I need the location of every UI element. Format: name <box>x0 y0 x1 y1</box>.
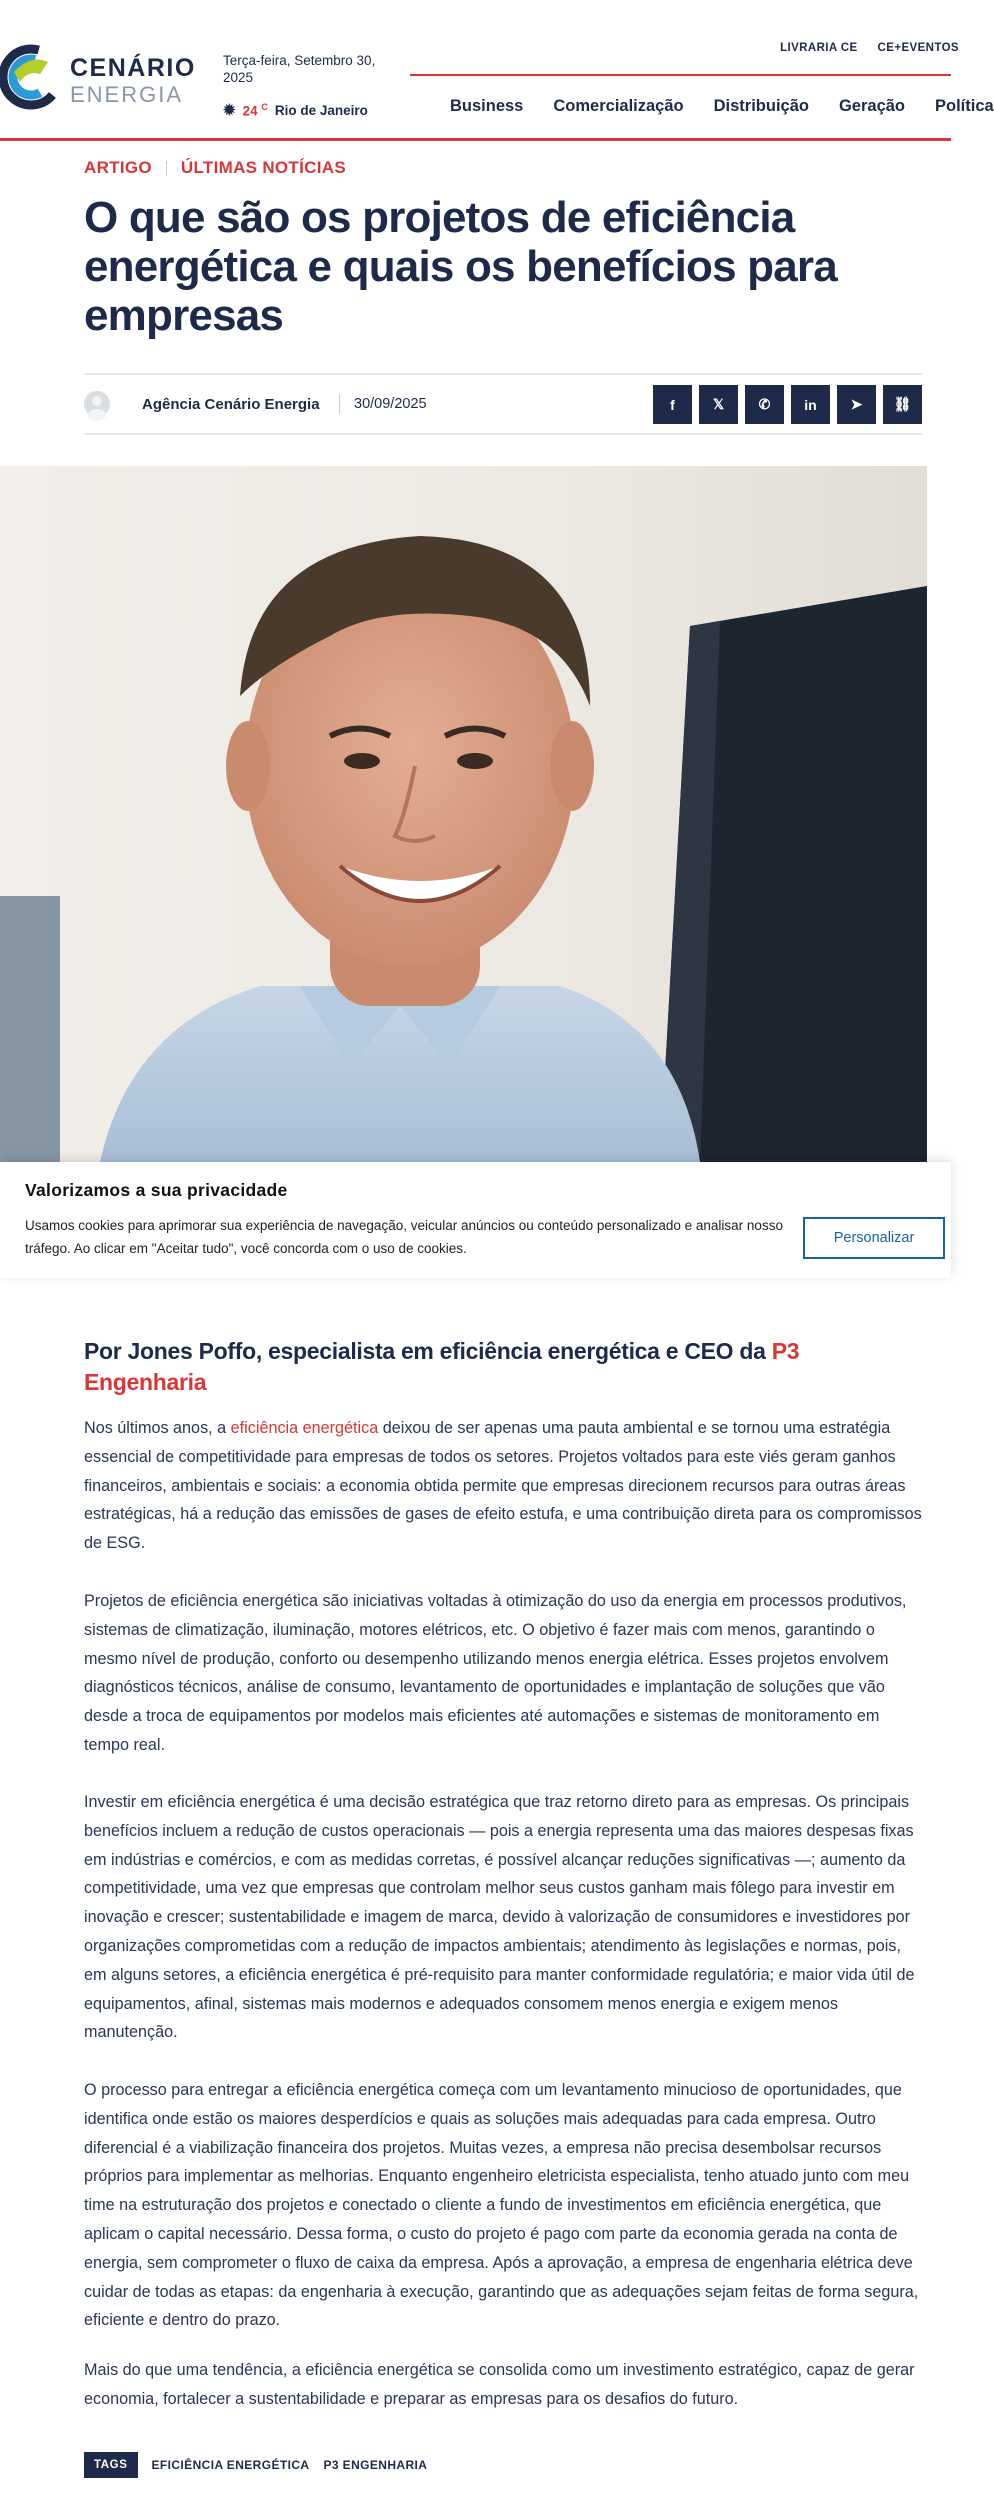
cookie-consent-banner <box>0 1162 951 1278</box>
top-links <box>780 42 959 54</box>
eficiencia-energetica-link[interactable]: eficiência energética <box>230 1419 379 1437</box>
top-link-livraria[interactable]: LIVRARIA CE <box>780 42 858 54</box>
share-x-button[interactable] <box>699 385 738 424</box>
cookie-title: Valorizamos a sua privacidade <box>25 1180 288 1200</box>
x-twitter-icon: 𝕏 <box>712 396 725 412</box>
nav-item-comercializacao[interactable]: Comercialização <box>553 97 684 115</box>
share-facebook-button[interactable] <box>653 385 692 424</box>
share-buttons <box>653 385 922 424</box>
header-divider <box>0 138 951 141</box>
category-ultimas-noticias[interactable]: ÚLTIMAS NOTÍCIAS <box>180 158 346 177</box>
share-linkedin-button[interactable] <box>791 385 830 424</box>
share-whatsapp-button[interactable] <box>745 385 784 424</box>
current-date: Terça-feira, Setembro 30, 2025 <box>223 53 376 85</box>
nav-item-politica[interactable]: Política <box>935 97 994 115</box>
article-hero-image <box>0 466 927 1162</box>
meta-separator <box>339 394 340 414</box>
tags-label: TAGS <box>84 2452 138 2478</box>
sun-icon: ✹ <box>223 102 236 119</box>
temperature <box>243 102 268 119</box>
tag-p3-engenharia[interactable]: P3 ENGENHARIA <box>323 2458 428 2472</box>
article-title: O que são os projetos de eficiência energética e quais os benefícios para empresas <box>84 193 837 340</box>
article-paragraph-2: Projetos de eficiência energética são iniciativas voltadas à otimização do uso da energia em processos produtivos, sistemas de climatização, iluminação, motores elétricos, etc. O objetivo é fazer mais com menos, garantindo o mesmo nível de produção, conforto ou desempenho utilizando menos energia elétrica. Esses projetos envolvem diagnósticos técnicos, análise de consumo, levantamento de oportunidades e implantação de soluções que vão desde a troca de equipamentos por modelos mais eficientes até automações e sistemas de monitoramento em tempo real. <box>84 1592 907 1754</box>
author-avatar[interactable] <box>84 391 110 417</box>
facebook-icon: f <box>670 396 675 413</box>
copy-link-icon: ⛓ <box>893 396 912 412</box>
nav-item-distribuicao[interactable]: Distribuição <box>713 97 809 115</box>
article-paragraph-4: O processo para entregar a eficiência energética começa com um levantamento minucioso de oportunidades, que identifica onde estão os maiores desperdícios e quais as soluções mais adequadas para cada empresa. Outro diferencial é a viabilização financeira dos projetos. Muitas vezes, a empresa não precisa desembolsar recursos próprios para implementar as melhorias. Enquanto engenheiro eletricista especialista, tenho atuado junto com meu time na estruturação dos projetos e conectado o cliente a fundo de investimentos em eficiência energética, que aplicam o capital necessário. Dessa forma, o custo do projeto é pago com parte da economia gerada na conta de energia, sem comprometer o fluxo de caixa da empresa. Após a aprovação, a empresa de engenharia elétrica deve cuidar de todas as etapas: da engenharia à execução, garantindo que as adequações sejam feitas de forma segura, eficiente e dentro do prazo. <box>84 2081 919 2330</box>
weather-widget <box>223 101 368 119</box>
article-paragraph-3: Investir em eficiência energética é uma decisão estratégica que traz retorno direto para as empresas. Os principais benefícios incluem a redução de custos operacionais — pois a energia representa uma das maiores despesas fixas em indústrias e comércios, e com as medidas corretas, é possível alcançar reduções significativas —; aumento da competitividade, uma vez que empresas que controlam melhor seus custos ganham mais fôlego para investir em inovação e crescer; sustentabilidade e imagem de marca, devido à valorização de consumidores e investidores por organizações comprometidas com a redução de impactos ambientais; atendimento às legislações e normas, pois, em alguns setores, a eficiência energética é pré-requisito para manter conformidade regulatória; e maior vida útil de equipamentos, afinal, sistemas mais modernos e adequados consomem menos energia e exigem menos manutenção. <box>84 1793 915 2042</box>
copy-link-button[interactable] <box>883 385 922 424</box>
logo-title: CENÁRIO <box>70 54 196 82</box>
subtitle-company-link[interactable]: P3 Engenharia <box>84 1338 800 1395</box>
nav-item-geracao[interactable]: Geração <box>838 97 906 115</box>
site-header <box>0 0 994 140</box>
cookie-customize-button[interactable]: Personalizar <box>803 1217 945 1259</box>
article-date: 30/09/2025 <box>354 396 427 412</box>
nav-item-business[interactable]: Business <box>450 97 524 115</box>
article-categories <box>84 158 346 178</box>
logo-subtitle: ENERGIA <box>70 82 184 107</box>
telegram-icon: ➤ <box>850 396 863 412</box>
hero-photo-illustration <box>0 466 927 1162</box>
article-paragraph-1 <box>84 1414 926 1558</box>
tag-eficiencia-energetica[interactable]: EFICIÊNCIA ENERGÉTICA <box>151 2458 310 2472</box>
paragraph-1-body: deixou de ser apenas uma pauta ambiental e se tornou uma estratégia essencial de competitividade para empresas de todos os setores. Projetos voltados para este viés geram ganhos financeiros, ambientais e sociais: a economia obtida permite que empresas direcionem recursos para outras áreas estratégicas, há a redução das emissões de gases de efeito estufa, e uma contribuição direta para os compromissos de ESG. <box>84 1419 922 1553</box>
main-nav <box>450 97 994 116</box>
whatsapp-icon: ✆ <box>758 396 771 412</box>
article-meta <box>84 385 922 423</box>
category-separator <box>166 161 167 176</box>
weather-city: Rio de Janeiro <box>274 102 368 118</box>
nav-divider <box>410 74 951 76</box>
temperature-unit: C <box>261 101 268 112</box>
category-artigo[interactable]: ARTIGO <box>84 158 152 177</box>
article-paragraph-5: Mais do que uma tendência, a eficiência energética se consolida como um investimento estratégico, capaz de gerar economia, fortalecer a sustentabilidade e preparar as empresas para os desafios do futuro. <box>84 2361 915 2408</box>
cookie-text: Usamos cookies para aprimorar sua experiência de navegação, veicular anúncios ou conteúdo personalizado e analisar nosso tráfego. Ao clicar em "Aceitar tudo", você concorda com o uso de cookies. <box>25 1218 783 1256</box>
site-logo[interactable] <box>0 42 200 117</box>
logo-mark-icon <box>0 42 62 112</box>
author-name[interactable]: Agência Cenário Energia <box>142 396 320 413</box>
subtitle-text: Por Jones Poffo, especialista em eficiência energética e CEO da <box>84 1338 772 1364</box>
meta-divider-bottom <box>84 433 922 435</box>
share-telegram-button[interactable] <box>837 385 876 424</box>
top-link-eventos[interactable]: CE+EVENTOS <box>877 42 959 54</box>
article-subtitle <box>84 1336 864 1398</box>
linkedin-icon: in <box>804 396 817 413</box>
paragraph-1-intro: Nos últimos anos, a <box>84 1419 231 1437</box>
article-tags <box>84 2452 427 2478</box>
meta-divider-top <box>84 373 922 375</box>
temperature-value: 24 <box>242 103 258 119</box>
avatar-placeholder-icon <box>84 391 110 417</box>
